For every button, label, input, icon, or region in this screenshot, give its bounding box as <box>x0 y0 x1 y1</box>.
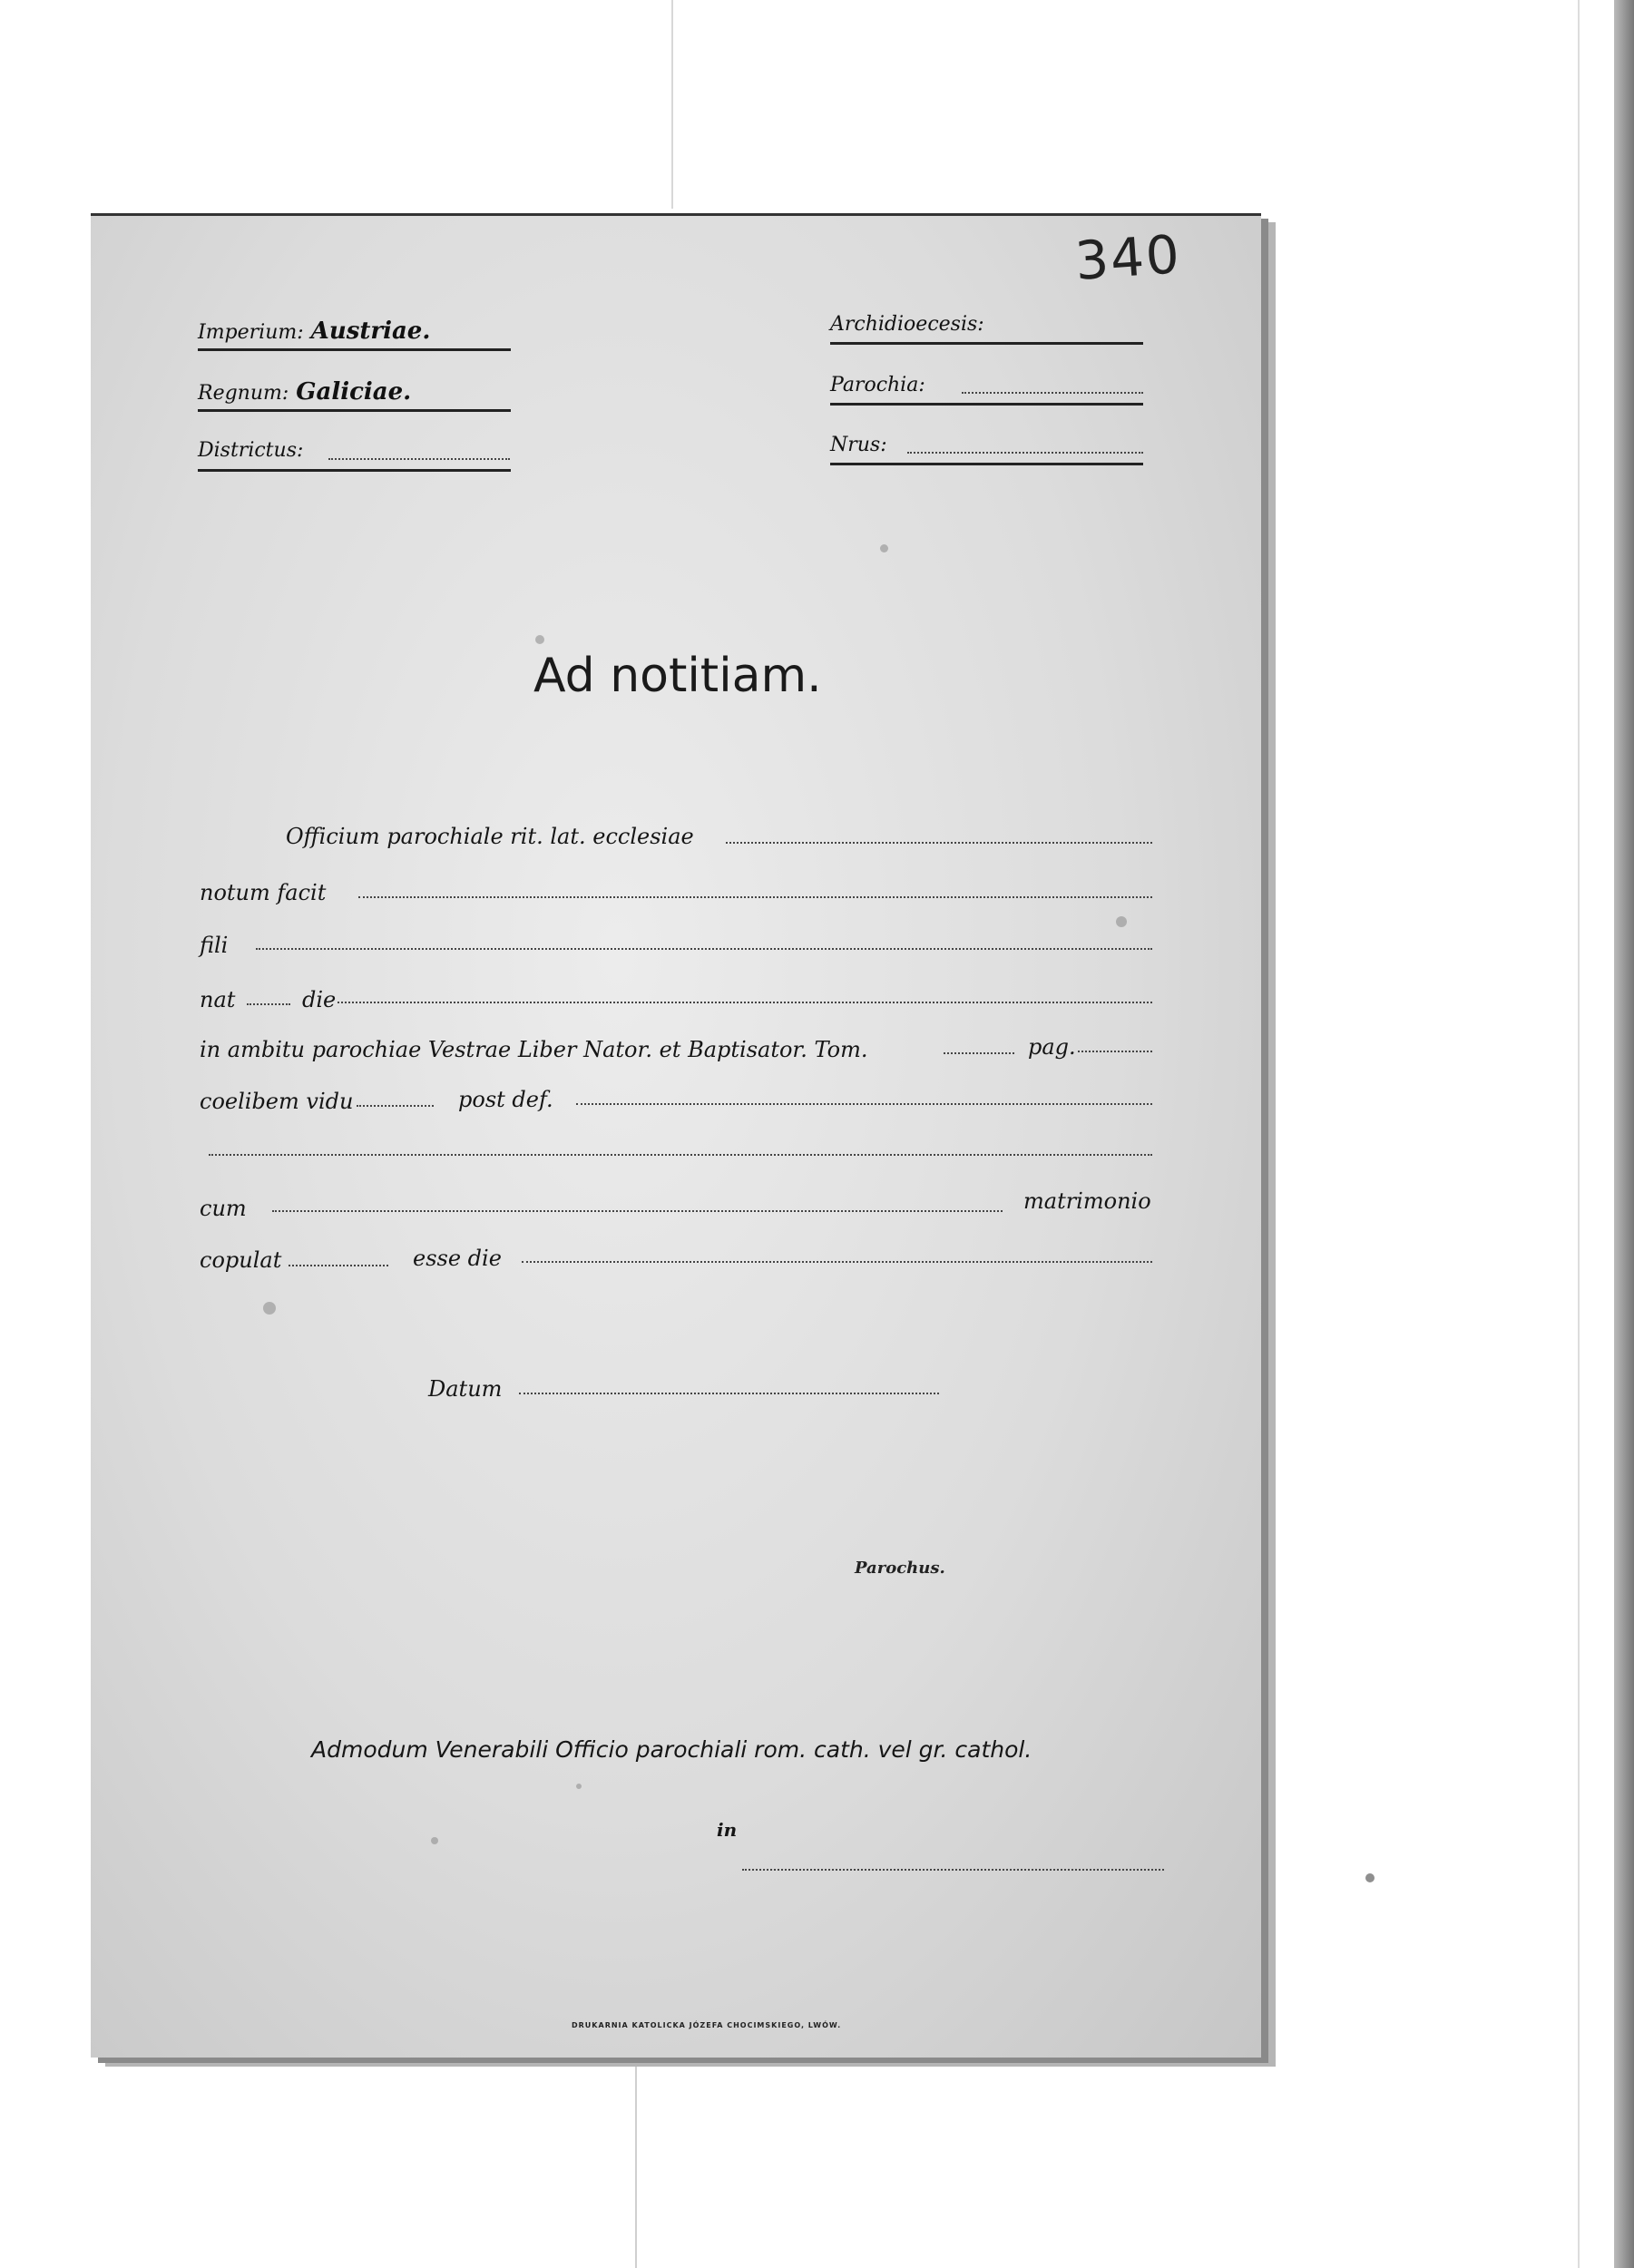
nat-blank[interactable] <box>247 1003 290 1005</box>
parochus-label: Parochus. <box>855 1559 945 1578</box>
imperium-field <box>198 318 430 345</box>
copulat-blank[interactable] <box>289 1265 388 1266</box>
paper-crease <box>635 2050 637 2268</box>
underline <box>830 342 1143 345</box>
underline <box>198 348 511 351</box>
scan-edge <box>1614 0 1634 2268</box>
speck <box>431 1837 438 1844</box>
archidioecesis-field <box>830 313 984 336</box>
underline <box>830 403 1143 406</box>
datum-blank[interactable] <box>519 1393 939 1394</box>
postdef-blank[interactable] <box>576 1103 1152 1105</box>
scan-edge <box>1578 0 1580 2268</box>
essedie-blank[interactable] <box>522 1261 1152 1263</box>
form-line-pag: pag. <box>1028 1034 1076 1060</box>
form-line-fili: fili <box>200 933 229 958</box>
nrus-field <box>830 434 887 456</box>
speck <box>1365 1873 1375 1882</box>
speck <box>535 635 544 644</box>
speck <box>1116 916 1127 927</box>
regnum-label: Regnum: <box>198 382 289 405</box>
underline <box>198 409 511 412</box>
datum-label: Datum <box>428 1376 503 1402</box>
form-line-essedie: esse die <box>413 1246 502 1271</box>
handwritten-number: 340 <box>1072 223 1183 292</box>
form-line-coelibem: coelibem vidu <box>200 1089 354 1114</box>
cum-blank[interactable] <box>272 1210 1003 1212</box>
addressee-in-label: in <box>717 1819 738 1841</box>
sheet-edge <box>1263 227 1276 2050</box>
notum-blank[interactable] <box>358 896 1152 898</box>
form-line-cum: cum <box>200 1196 247 1221</box>
addressee-in-blank[interactable] <box>742 1869 1164 1871</box>
nrus-label: Nrus: <box>830 434 887 456</box>
imperium-value: Austriae. <box>310 318 431 345</box>
form-line-copulat: copulat <box>200 1247 282 1273</box>
addressee-line: Admodum Venerabili Officio parochiali rom. cath. vel gr. cathol. <box>311 1736 1032 1763</box>
printer-imprint: DRUKARNIA KATOLICKA JÓZEFA CHOCIMSKIEGO, LWÓW. <box>572 2021 842 2029</box>
underline <box>198 469 511 472</box>
archidioecesis-label: Archidioecesis: <box>830 313 984 336</box>
paper-crease <box>671 0 673 209</box>
parochia-blank[interactable] <box>962 392 1143 394</box>
form-sheet <box>91 213 1261 2058</box>
underline <box>830 463 1143 465</box>
pag-blank[interactable] <box>1078 1051 1152 1052</box>
form-line-die: die <box>302 987 337 1012</box>
fili-blank[interactable] <box>256 948 1152 950</box>
regnum-field <box>198 378 411 406</box>
regnum-value: Galiciae. <box>296 378 412 406</box>
districtus-field <box>198 439 303 462</box>
extra-blank[interactable] <box>209 1154 1152 1156</box>
tom-blank[interactable] <box>944 1052 1014 1054</box>
imperium-label: Imperium: <box>198 321 304 344</box>
form-line-postdef: post def. <box>458 1087 553 1112</box>
form-line-nat: nat <box>200 987 236 1012</box>
nrus-blank[interactable] <box>907 452 1143 454</box>
form-line-notum: notum facit <box>200 880 327 905</box>
ecclesiae-blank[interactable] <box>726 842 1152 844</box>
speck <box>576 1784 582 1789</box>
die-blank[interactable] <box>338 1002 1152 1003</box>
form-line-officium: Officium parochiale rit. lat. ecclesiae <box>286 824 694 849</box>
parochia-field <box>830 374 925 396</box>
speck <box>263 1302 276 1315</box>
form-title: Ad notitiam. <box>533 649 822 703</box>
districtus-blank[interactable] <box>328 458 510 460</box>
districtus-label: Districtus: <box>198 439 304 462</box>
parochia-label: Parochia: <box>830 374 925 396</box>
form-line-ambitu: in ambitu parochiae Vestrae Liber Nator. et Baptisator. Tom. <box>200 1037 868 1062</box>
vidu-blank[interactable] <box>357 1105 434 1107</box>
speck <box>880 544 888 552</box>
form-line-matrimonio: matrimonio <box>1023 1188 1151 1214</box>
